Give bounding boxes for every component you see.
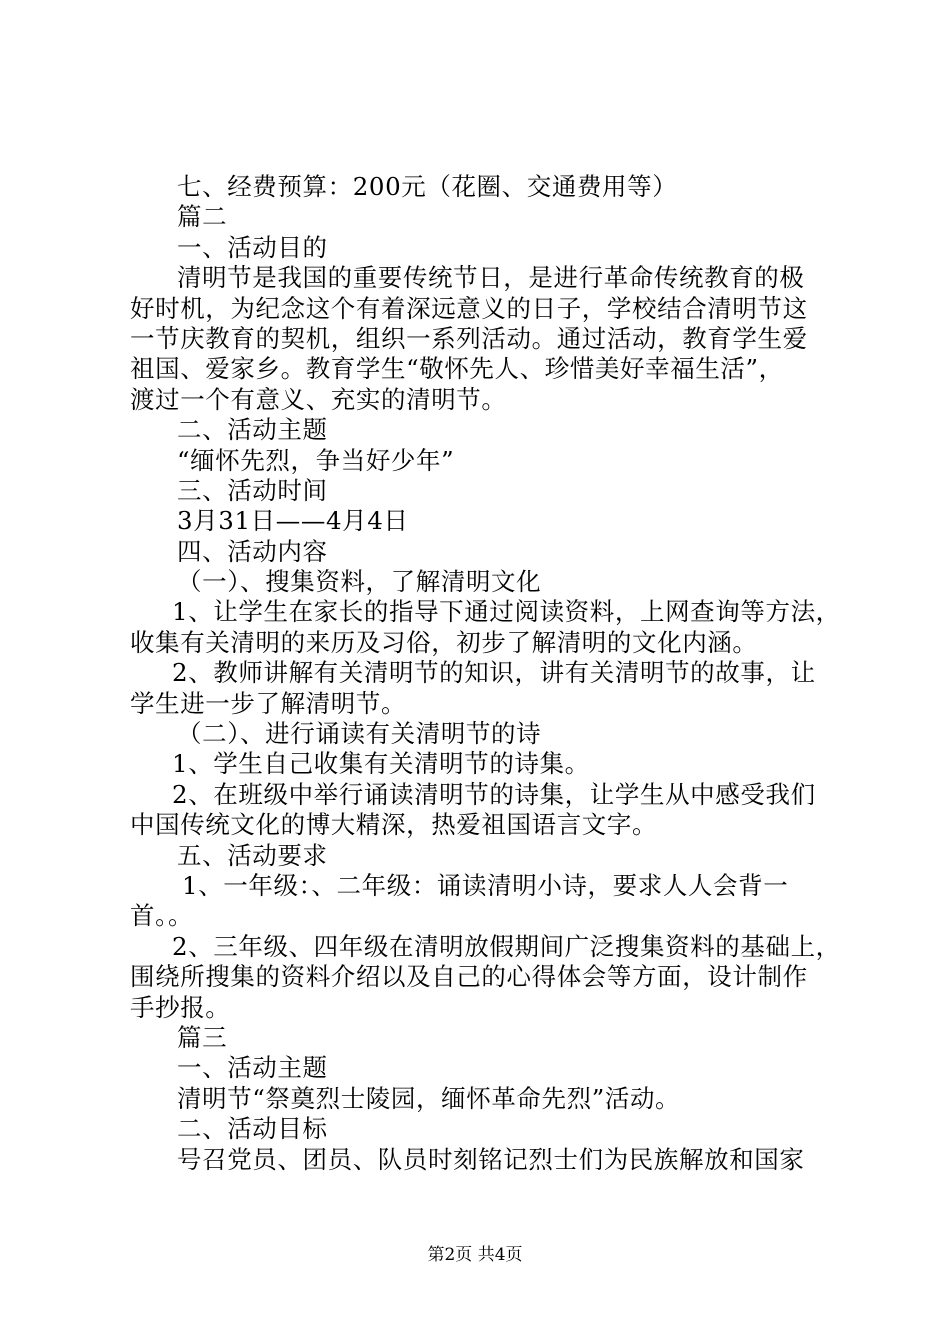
section-heading: 篇三 (177, 1022, 228, 1052)
section-heading: 四、活动内容 (177, 536, 328, 566)
text-line: 首。。 (130, 901, 194, 931)
text-line: “缅怀先烈，争当好少年” (177, 445, 455, 475)
text-line: 好时机，为纪念这个有着深远意义的日子，学校结合清明节这 (130, 293, 808, 323)
text-line: 收集有关清明的来历及习俗，初步了解清明的文化内涵。 (130, 627, 758, 657)
text-line: 祖国、爱家乡。教育学生“敬怀先人、珍惜美好幸福生活”， (130, 354, 784, 384)
section-heading: 一、活动目的 (177, 232, 328, 262)
text-line: 学生进一步了解清明节。 (130, 688, 407, 718)
text-line: 1、让学生在家长的指导下通过阅读资料，上网查询等方法， (172, 597, 841, 627)
page-footer: 第2页 共4页 (427, 1245, 523, 1265)
text-line: 2、三年级、四年级在清明放假期间广泛搜集资料的基础上， (172, 931, 841, 961)
text-line: 1、一年级：、二年级：诵读清明小诗，要求人人会背一 (182, 870, 789, 900)
text-line: 围绕所搜集的资料介绍以及自己的心得体会等方面，设计制作 (130, 962, 808, 992)
section-heading: 三、活动时间 (177, 475, 328, 505)
section-heading: 篇二 (177, 202, 228, 232)
text-line: 一节庆教育的契机，组织一系列活动。通过活动，教育学生爱 (130, 323, 808, 353)
section-heading: 二、活动目标 (177, 1114, 328, 1144)
section-heading: 五、活动要求 (177, 840, 328, 870)
text-line: 清明节“祭奠烈士陵园，缅怀革命先烈”活动。 (177, 1083, 681, 1113)
text-line: 中国传统文化的博大精深，热爱祖国语言文字。 (130, 810, 658, 840)
text-line: 号召党员、团员、队员时刻铭记烈士们为民族解放和国家 (177, 1144, 805, 1174)
text-line: 七、经费预算：200元（花圈、交通费用等） (177, 172, 678, 201)
text-line: 渡过一个有意义、充实的清明节。 (130, 384, 507, 414)
text-line: 1、学生自己收集有关清明节的诗集。 (172, 749, 590, 779)
text-line: 3月31日——4月4日 (177, 506, 409, 536)
sub-heading: （一）、搜集资料，了解清明文化 (177, 567, 542, 597)
section-heading: 一、活动主题 (177, 1053, 328, 1083)
text-line: 清明节是我国的重要传统节日，是进行革命传统教育的极 (177, 263, 805, 293)
section-heading: 二、活动主题 (177, 415, 328, 445)
text-line: 2、在班级中举行诵读清明节的诗集，让学生从中感受我们 (172, 779, 816, 809)
document-body (130, 172, 841, 1175)
text-line: 2、教师讲解有关清明节的知识，讲有关清明节的故事，让 (172, 658, 816, 688)
sub-heading: （二）、进行诵读有关清明节的诗 (177, 719, 542, 749)
text-line: 手抄报。 (130, 992, 231, 1022)
